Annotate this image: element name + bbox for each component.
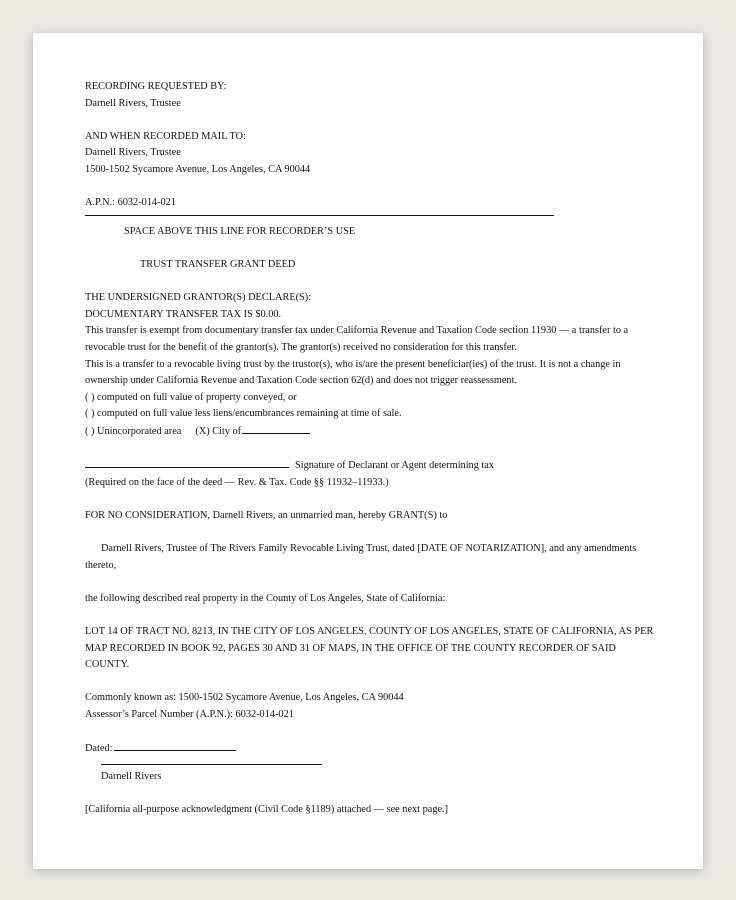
option-unincorporated: ( ) Unincorporated area bbox=[85, 425, 182, 437]
dated-label: Dated: bbox=[85, 743, 113, 755]
option-full-value: ( ) computed on full value of property conveyed, or bbox=[85, 391, 297, 403]
commonly-known: Commonly known as: 1500-1502 Sycamore Avenue, Los Angeles, CA 90044 bbox=[85, 692, 404, 704]
dated-blank-line bbox=[114, 740, 236, 751]
deed-title: TRUST TRANSFER GRANT DEED bbox=[140, 258, 296, 270]
recording-requested-name: Darnell Rivers, Trustee bbox=[85, 97, 181, 109]
area-options bbox=[85, 423, 655, 441]
document-page bbox=[33, 33, 703, 869]
recorder-divider bbox=[85, 215, 554, 216]
consideration-line: FOR NO CONSIDERATION, Darnell Rivers, an unmarried man, hereby GRANT(S) to bbox=[85, 509, 448, 521]
option-less-liens: ( ) computed on full value less liens/encumbrances remaining at time of sale. bbox=[85, 408, 402, 420]
trust-statement: This is a transfer to a revocable living trust by the trustor(s), who is/are the present beneficiar(ies) of the trust. It is not a change in ownership under California Revenue and Taxation Code section 62(d) and does not trigger reassessment. bbox=[85, 358, 621, 387]
exempt-statement: This transfer is exempt from documentary transfer tax under California Revenue and Taxation Code section 11930 — a transfer to a revocable trust for the benefit of the grantor(s). The grantor(s) received no consideration for this transfer. bbox=[85, 325, 629, 353]
declarant-signature-label: Signature of Declarant or Agent determining tax bbox=[295, 460, 495, 472]
property-intro: the following described real property in the County of Los Angeles, State of California: bbox=[85, 592, 446, 604]
option-city: (X) City of bbox=[195, 425, 242, 437]
apn-line: A.P.N.: 6032-014-021 bbox=[85, 197, 176, 209]
recording-requested-label: RECORDING REQUESTED BY: bbox=[85, 81, 227, 92]
grantor-declare: THE UNDERSIGNED GRANTOR(S) DECLARE(S): bbox=[85, 292, 312, 304]
grantor-signature-line bbox=[101, 764, 322, 765]
declarant-note: (Required on the face of the deed — Rev. & Tax. Code §§ 11932–11933.) bbox=[85, 476, 389, 488]
mail-to-name: Darnell Rivers, Trustee bbox=[85, 147, 181, 159]
recorder-space-label: SPACE ABOVE THIS LINE FOR RECORDER’S USE bbox=[124, 225, 356, 237]
acknowledgment-note: [California all-purpose acknowledgment (Civil Code §1189) attached — see next page.] bbox=[85, 803, 449, 815]
assessor-parcel: Assessor’s Parcel Number (A.P.N.): 6032-014-021 bbox=[85, 708, 294, 720]
deed-content bbox=[85, 79, 655, 819]
declarant-signature-line bbox=[85, 457, 289, 468]
declarant-signature-row bbox=[85, 457, 655, 475]
mail-to-label: AND WHEN RECORDED MAIL TO: bbox=[85, 130, 246, 142]
city-blank-line bbox=[242, 423, 310, 434]
mail-to-address: 1500-1502 Sycamore Avenue, Los Angeles, CA 90044 bbox=[85, 163, 311, 175]
legal-description: LOT 14 OF TRACT NO. 8213, IN THE CITY OF LOS ANGELES, COUNTY OF LOS ANGELES, STATE OF CALIFORNIA, AS PER MAP RECORDED IN BOOK 92, PAGES 30 AND 31 OF MAPS, IN THE OFFICE OF THE COUNTY RECORDER OF SAID COUNTY. bbox=[85, 626, 654, 671]
grantee-paragraph: Darnell Rivers, Trustee of The Rivers Family Revocable Living Trust, dated [DATE OF NOTARIZATION], and any amendments thereto, bbox=[85, 543, 637, 571]
grantor-name: Darnell Rivers bbox=[101, 770, 162, 782]
dated-row bbox=[85, 740, 655, 758]
transfer-tax: DOCUMENTARY TRANSFER TAX IS $0.00. bbox=[85, 308, 282, 320]
